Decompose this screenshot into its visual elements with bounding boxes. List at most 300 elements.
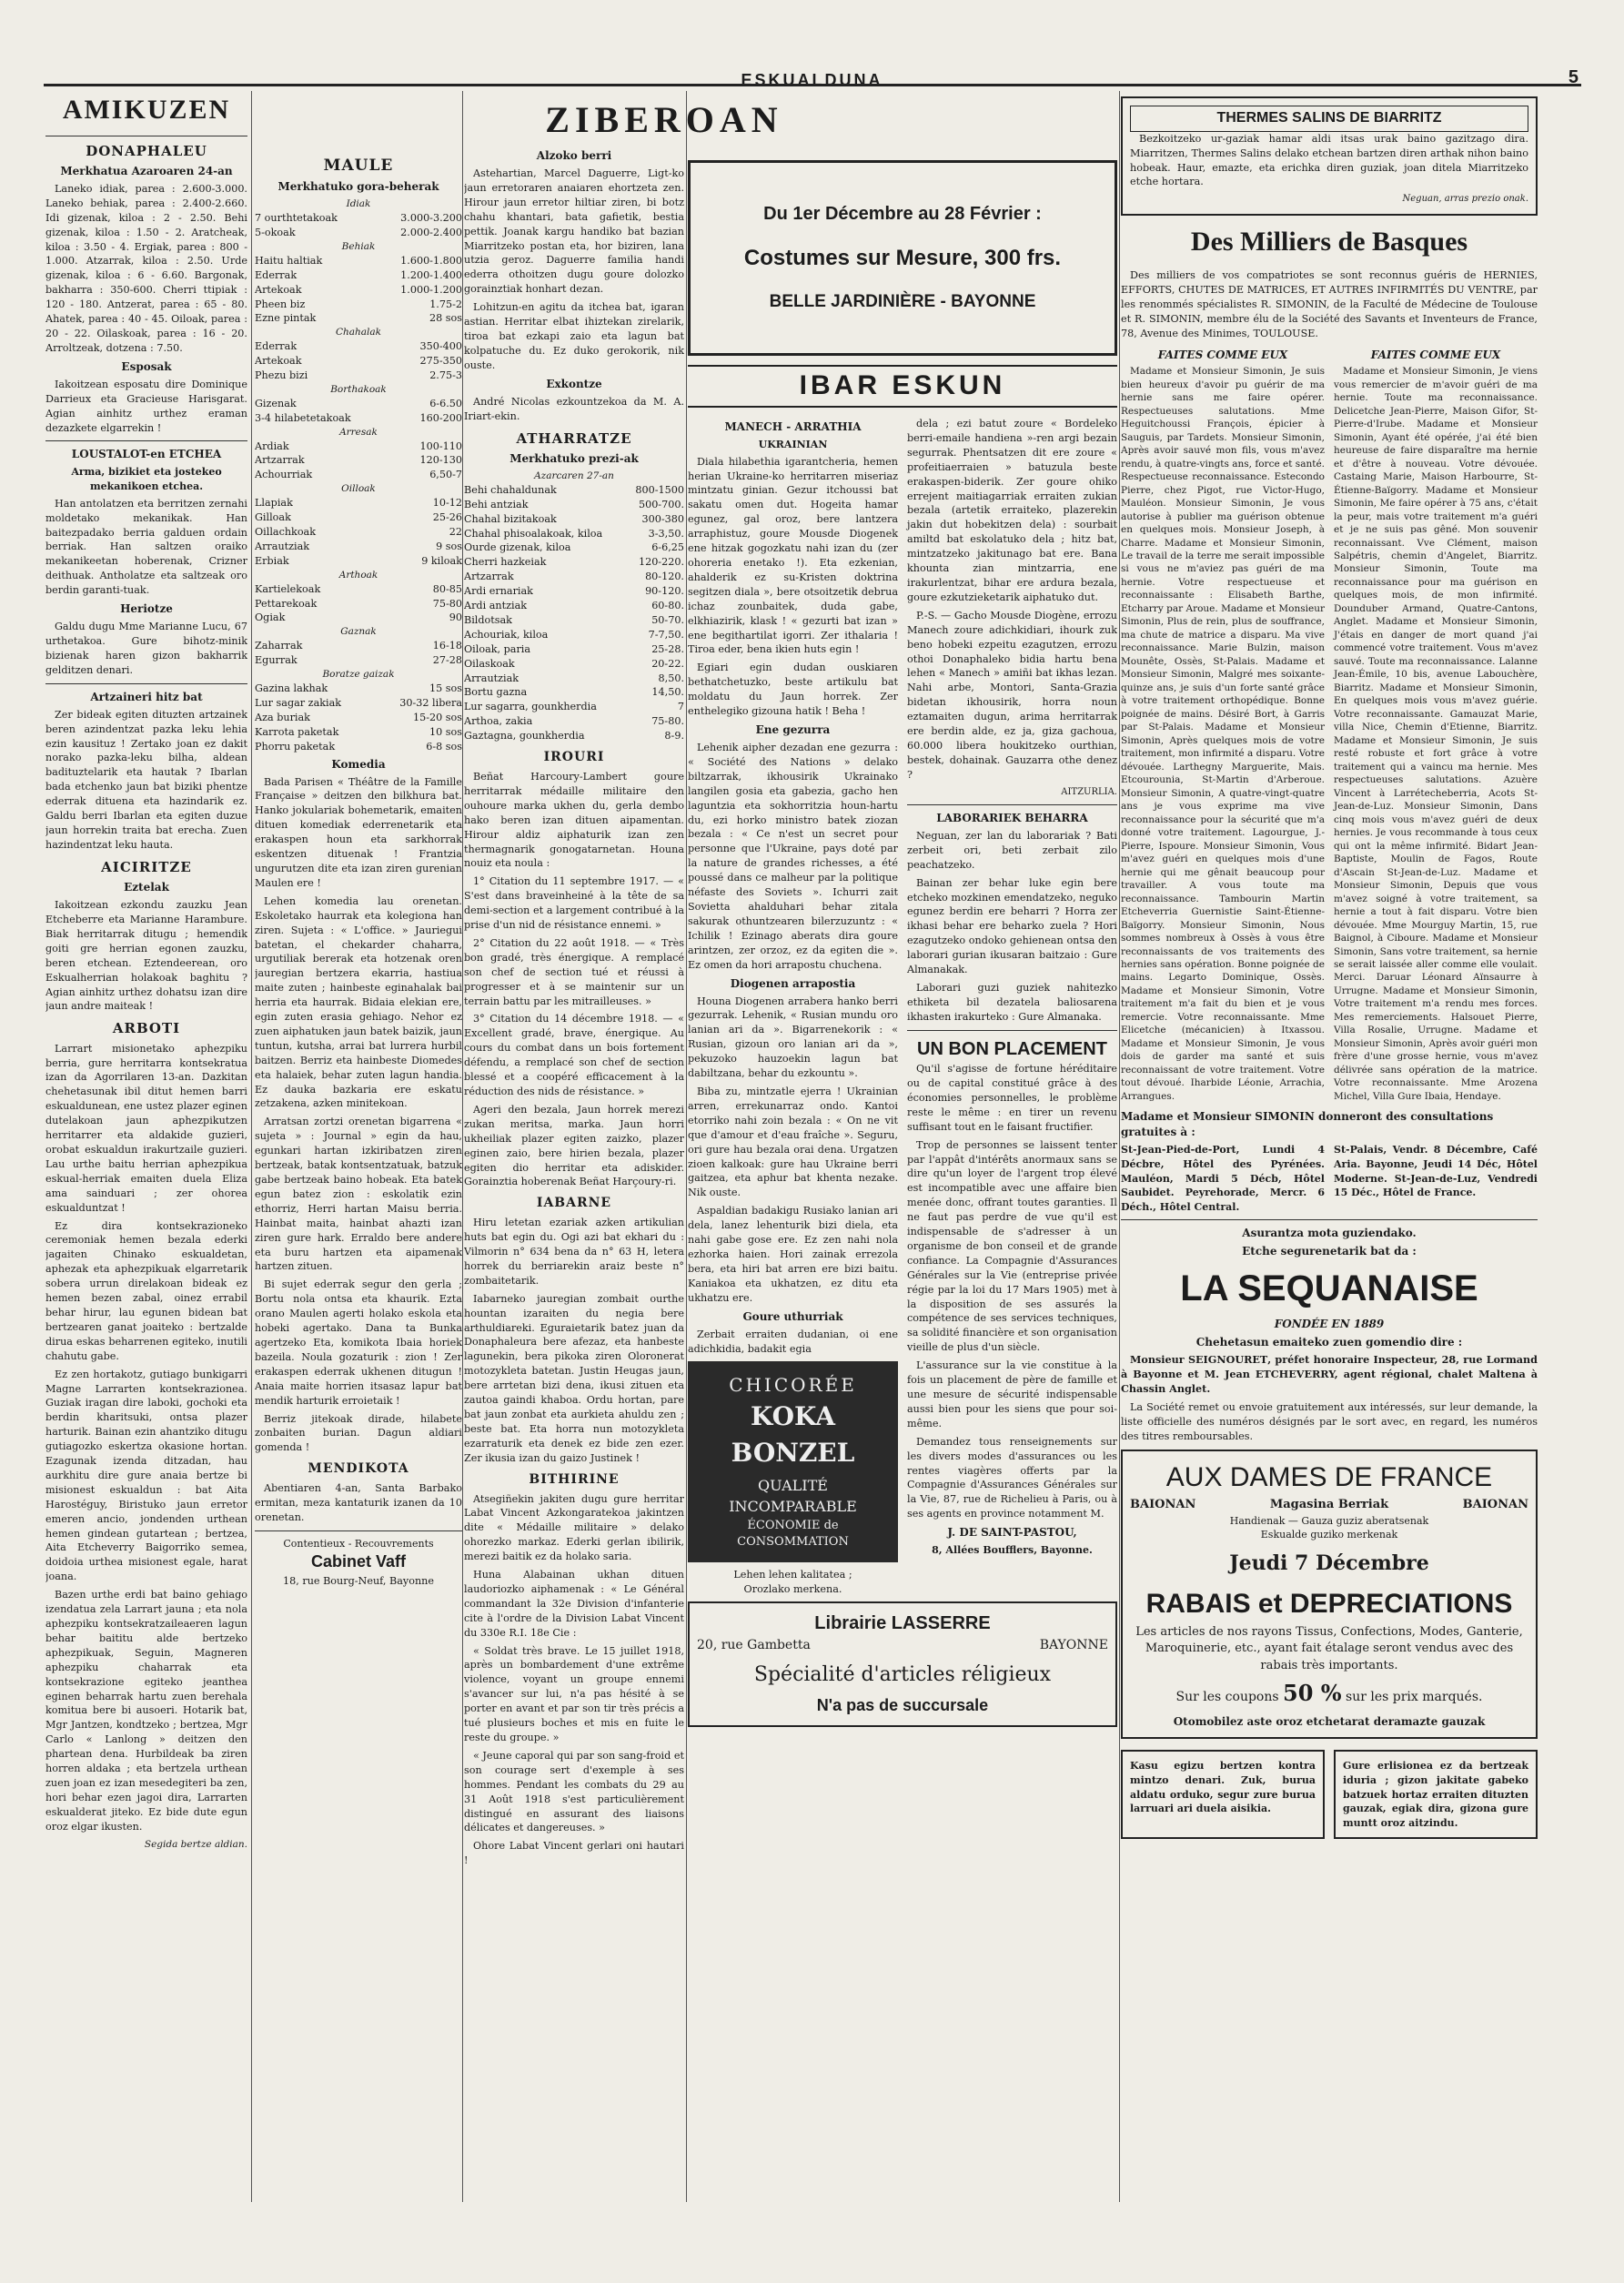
price-row (255, 311, 462, 326)
price-value: 800-1500 (635, 483, 684, 496)
price-value: 7-7,50. (648, 628, 684, 641)
price-value: 6,50-7 (429, 469, 462, 481)
price-item: Ardiak (255, 439, 289, 452)
price-row (255, 597, 462, 611)
subheading: FAITES COMME EUX (1157, 348, 1288, 361)
column-divider (462, 91, 463, 2202)
ibar-left (688, 417, 898, 1596)
price-item: Oilaskoak (464, 657, 515, 670)
price-value: 25-26 (432, 511, 462, 524)
price-list (255, 439, 462, 483)
price-item: Ardi ernariak (464, 585, 533, 598)
ad-name: Cabinet Vaff (310, 1552, 407, 1571)
price-value: 2.000-2.400 (400, 226, 462, 238)
shop-heading: LOUSTALOT-en ETCHEA (71, 448, 222, 461)
price-row (255, 298, 462, 312)
ad-text: Bezkoitzeko ur-gaziak hamar aldi itsas urak baino gazitzago dira. Miarritzen, Thermes Salins delako etchean bartzen diren arthak nihon baino hobeak. Haur, emazte, eta erichka diren guziak, joan ditela Miarritzeko etche hortara. (1130, 132, 1528, 188)
article-text: Aspaldian badakigu Rusiako lanian ari dela, lanez lehenturik bizi diela, eta nahi gabe gose ere. Ez zen nahi nola ezhorka haien. Hori zainak errezola bera, eta hiri bat arren ere bizi baitu. Kaniakoa eta ukhatzen, ez ditu eta ukhatzu ere. (688, 1205, 898, 1304)
ad-city: BAIONAN (1130, 1498, 1196, 1512)
subheading: Heriotze (120, 602, 173, 616)
column-ziberoan (464, 146, 684, 2202)
price-item: 3-4 hilabetetakoak (255, 411, 351, 424)
article-text: Biba zu, mintzatle ejerra ! Ukrainian arren, errekunarraz ondo. Kantoi etorriko nahi zoin bezala : « On ne vit que d'amour et d'eau fraîche ». Seguru, ori gure hau bezala orai dena. Urgatzen zioen kalkoak: gure hau Ukraine berri gaitzea, eta aphur bat khenta nezake. Nik ouste. (688, 1085, 898, 1199)
bottom-boxes (1121, 1744, 1538, 1844)
price-item: Gaztagna, gounkherdia (464, 730, 585, 742)
column-ibar-eskun (688, 155, 1117, 2202)
market-heading: Merkhatuko prezi-ak (509, 451, 639, 465)
ad-coupon (1130, 1678, 1528, 1709)
price-row (255, 339, 462, 354)
price-item: Egurrak (255, 654, 298, 667)
price-value: 75-80. (651, 715, 684, 728)
price-item: Phezu bizi (255, 369, 308, 382)
price-item: Haitu haltiak (255, 254, 323, 267)
price-row (255, 582, 462, 597)
ad-belle-jardiniere (688, 160, 1117, 356)
article-text: Lehen komedia lau orenetan. Eskoletako haurrak eta kolegiona han ziren. Sujeta : « L'office. » Jauriegui batetan, el chekarder chaharra, urgutiliak bererak eta hotzenak oren jauregian bertzera ekarria, hastiua maite zuten ; hainbeste eginahalak bai herria eta haurrak. Bidaia elekian ere, egin zuten erasia gehiago. Nehor ez zuen aiphatuken jaun batek baizik, jaun tuntun, kutsha, arrai bat lurrera hurbil baitzen. Berriz eta hainbeste Diomedes eta halaiek, behar zuten lagun handia. Ez dauka bazkaria ere eskatu zetzakena, azken minitekoan. (255, 894, 462, 1110)
article-text: Iakoitzean esposatu dire Dominique Darrieux eta Gracieuse Harisgarat. Agian ainhitz urthez eraman dezazkete elgarrekin ! (45, 378, 247, 434)
article-text: Laborari guzi guziek nahitezko ethiketa bil dezatela baliosarena ikhasten irakurteko : Gure Almanaka. (907, 981, 1117, 1023)
testimonial-text: Madame et Monsieur Simonin, Je suis bien heureux d'avoir pu guérir de ma hernie sans me faire opérer. Respectueuses salutations. Mme Heguitchoussi François, épicier à Sauguis, par Tardets. Monsieur Simonin, Après avoir sauvé mon fils, vous m'avez rendu, à quatre-vingts ans, force et santé. Respectueuse reconnaissance. Estecondo Pierre, chez Pigot, rue Victor-Hugo, Mauléon. Monsieur Simonin, Je vous autorise à publier ma guérison obtenue en quelques mois. Monsieur Joseph, à Charre. Madame et Monsieur Simonin, Le travail de la terre me serait impossible si vous ne m'aviez pas guéri de ma hernie. Votre respectueuse et reconnaissante : Elisabeth Barthe, Etcharry par Aroue. Madame et Monsieur Simonin, Plus de rein, plus de souffrance, ma chute de matrice a disparu. Ma vive reconnaissance. Marie Bulzin, maison Mounête, Ossès, St-Palais. Madame et Monsieur Simonin, Malgré mes soixante-quinze ans, je suis d'un forte santé grâce à votre traitement orthopédique. Bonne poignée de mains. Désiré Bort, à Garris par St-Palais. Madame et Monsieur Simonin, Après quelques mois de votre traitement, mon infirmité a disparu. Votre dévouée. Larthegny Marguerite, Mais. Etcourounia, St-Martin d'Arberoue. Monsieur Simonin, A quatre-vingt-quatre ans je vous exprime ma vive reconnaissance pour la sécurité que m'a donné votre traitement. Lagourgue, J.-Pierre, Ispoure. Monsieur Simonin, Vous m'avez guéri en quelques mois d'une hernie qui me gênait beaucoup pour travailler. A vous toute ma reconnaissance. Tambourin Martin Etcheverria Guernistie Saint-Étienne-Baïgorry. Monsieur Simonin, Nous sommes nombreux à Ossès à vous être reconnaissants de vos traitements des hernies sans opération. Bonne poignée de mains. Legarto Dominique, Ossès. Madame et Monsieur Simonin, Votre traitement m'a fait du bien et je vous remercie. Votre reconnaissante. Mme Elicetche (mécanicien) à Itxassou. Madame et Monsieur Simonin, Je vous dois de garder ma santé et suis reconnaissant de votre traitement. Votre tout dévoué. Iharbide Léonie, Arrachia, Arrangues. (1121, 366, 1325, 1102)
price-row (464, 700, 684, 714)
ad-address: 20, rue Gambetta (697, 1637, 811, 1652)
citation-text: « Soldat très brave. Le 15 juillet 1918, après un bombardement d'une extrême violence, voyant un groupe ennemi s'avancer sur lui, n'a pas hésité à se porter en avant et par son tir très précis a tué plusieurs boches et mis en fuite le reste du groupe. » (464, 1644, 684, 1744)
price-item: Arrautziak (255, 540, 310, 552)
citation-text: 1° Citation du 11 septembre 1917. — « S'est dans braveinheiné à la tête de sa demi-section et a largement contribué à la prise d'un nid de résistance ennemi. » (464, 875, 684, 932)
subheading: Alzoko berri (536, 149, 612, 162)
price-value: 22 (449, 526, 462, 538)
ad-heading: LA SEQUANAISE (1180, 1268, 1478, 1308)
article-text: Ez zen hortakotz, gutiago bunkigarri Magne Larrarten kontsekrazionea. Guziak iragan dire laboki, gochoki eta berdin kharitsuki, ontsa plazer harturik. Bainan ezin ahantziko ditugu gutiagozko eskertza okasione hortan. Ezagunak izenda ditzadan, hau aurkhitu dire gure anaia bertze bi misionest eskualdun : bat Aita Harostéguy, Biristuko jaun erretor emeren ancio, jondenden urthean hemen gindean gutartean ; bertzea, Aita Etcheverry Baigorriko semea, doidoia urthea misionest egale, harat joana. (45, 1368, 247, 1583)
price-value: 28 sos (429, 312, 462, 325)
price-value: 9 kiloak (421, 554, 462, 567)
ad-line: Sur les coupons (1175, 1690, 1279, 1705)
testimonials (1121, 345, 1538, 1107)
price-item: Ardi antziak (464, 600, 528, 612)
price-row (464, 599, 684, 613)
price-value: 9 sos (436, 540, 462, 552)
price-value: 27-28 (432, 654, 462, 667)
column-ads (1121, 91, 1538, 2202)
price-row (464, 685, 684, 700)
article-text: Huna Alabainan ukhan dituen laudoriozko aiphamenak : « Le Général commandant la 32e Division d'infanterie cite à l'ordre de la Division Labat Vincent du 330e R.I. 18e Cie : (464, 1569, 684, 1639)
price-row (255, 740, 462, 754)
article-text: Iakoitzean ezkondu zauzku Jean Etcheberre eta Marianne Harambure. Biak herritarrak ditugu ; hemendik goiti gre herrian egonen zauzku, beren etchean. Eztendeerean, oro Eskualherrian holakoak baghitu ? Agian ainhitz urthez dohatsu izan dire jaun andre maiteak ! (45, 899, 247, 1013)
subheading: Exkontze (546, 377, 602, 390)
price-list (255, 496, 462, 569)
ad-city: BAYONNE (1039, 1637, 1108, 1652)
ad-line: KOKA BONZEL (731, 1400, 855, 1468)
price-list (255, 397, 462, 426)
category-label: Boratze gaizak (322, 669, 395, 681)
article-text: Ez dira kontsekrazioneko ceremoniak hemen bezala ederki jagaiten Chinako eskualdetan, aphezak eta aphezpikuak elgarretarik sobera urrun direlakoan bideak ez hemen bezen zabal, oinez errabil behar hirur, lau egunen bidean bat bertzearen ganat joaiteko : bertzalde dirua eskas beharrenen egiteko, inutili chahutu gabe. (45, 1219, 247, 1362)
price-list (255, 582, 462, 626)
ad-address-row (697, 1637, 1108, 1655)
category-label: Idiak (346, 198, 371, 210)
price-row (255, 254, 462, 268)
price-row (255, 369, 462, 383)
price-value: 90 (449, 611, 462, 624)
ibar-right (907, 417, 1117, 1596)
price-item: Gizenak (255, 397, 297, 409)
price-item: Chahal phisoalakoak, kiloa (464, 527, 603, 540)
column-divider (251, 91, 252, 2202)
testimonials-left (1121, 345, 1325, 1107)
article-text: Qu'il s'agisse de fortune héréditaire ou de capital constitué grâce à des économies personnelles, le problème reste le même : en tirer un revenu suffisant tout en le faisant fructifier. (907, 1063, 1117, 1133)
article-text: Zer bideak egiten dituzten artzainek beren azindentzat pazka leku lehia ezin kausituz ! Zertako joan ez dakit norako pazka-leku bilha, aldean badituztelarik eta hautak ? Ibarlan bada etchenko jaun bat biziki phentze ederrak dituena eta hazindarik ez. Galdu berri Ibarlan eta egiten duzue jaun horrekin traita bat erecha. Zuen hazindentzat leku hauta. (45, 708, 247, 851)
price-row (255, 554, 462, 569)
price-item: Gilloak (255, 511, 291, 524)
price-row (255, 696, 462, 711)
price-row (255, 283, 462, 298)
price-list (255, 682, 462, 754)
price-list (255, 339, 462, 383)
ad-percent: 50 % (1283, 1680, 1342, 1707)
article-text: L'assurance sur la vie constitue à la fois un placement de père de famille et une mesure de sécurité indispensable aussi bien pour les siens que pour soi-même. (907, 1359, 1117, 1429)
ad-thermes (1121, 96, 1538, 216)
article-text: Ageri den bezala, Jaun horrek merezi zukan meritsa, marka. Jaun horri ukheiliak plazer egiten zaizko, plazer eginen zaio, bere hirien bezala, plazer egiten dio herritar eta adiskider. Gorainztia hoberenak Beñat Harçoury-ri. (464, 1103, 684, 1188)
ad-city: BAIONAN (1462, 1498, 1528, 1512)
divider (1121, 1219, 1538, 1220)
price-row (255, 653, 462, 668)
price-row (464, 555, 684, 570)
section-title: IBAR ESKUN (688, 365, 1117, 408)
category-label: Gaznak (340, 626, 377, 638)
article-text: Bi sujet ederrak segur den gerla ; Bortu nola ontsa eta khaurik. Ezta orano Maulen agerti holako eskola eta hobeki agertako. Dana ta Bunka agertzeko Eta, komikota Ibaia horiek bazeila. Noula gozaturik : zion ! Zer erakaspen ederrak ukhenen ditugun ! Anaia maite horrien itsasaz lapur bat mendik harturik erroietaik ! (255, 1278, 462, 1407)
price-list (464, 483, 684, 743)
price-item: Ourde gizenak, kiloa (464, 541, 571, 554)
price-row (255, 453, 462, 468)
price-row (255, 354, 462, 369)
town-heading: IABARNE (536, 1196, 612, 1211)
ad-line: Costumes sur Mesure, 300 frs. (743, 246, 1062, 271)
town-heading: AICIRITZE (101, 858, 192, 875)
ad-line: Du 1er Décembre au 28 Février : (763, 204, 1042, 224)
divider (907, 1030, 1117, 1031)
price-row (255, 525, 462, 540)
price-item: Bildotsak (464, 613, 512, 626)
article-text: Houna Diogenen arrabera hanko berri gezurrak. Lehenik, « Rusian mundu oro lanian ari da ». Bigarrenekorik : « Rusian, gizoun oro lanian ari da », pekuzoko hauzoekin lagun bat dabiltzana, behar du ezkountu ». (688, 995, 898, 1080)
divider (907, 804, 1117, 805)
price-row (464, 672, 684, 686)
ad-note: Neguan, arras prezio onak. (1402, 194, 1528, 205)
category-label: Chahalak (335, 327, 382, 338)
article-text: Abentiaren 4-an, Santa Barbako ermitan, meza kantaturik izanen da 10 orenetan. (255, 1482, 462, 1523)
page-number: 5 (1568, 67, 1579, 87)
market-prices: Laneko idiak, parea : 2.600-3.000. Laneko behiak, parea : 2.400-2.660. Idi gizenak, kiloa : 2 - 2.50. Behi gizenak, kiloa : 1.50 - 2. Aratcheak, kiloa : 3.50 - 4. Ergiak, parea : 800 - 1.000. Atzarrak, kiloa : 2.50. Urde gizenak, kiloa : 6 - 6.60. Bargonak, bakharra : 350-600. Cherri ttipiak : 120 - 180. Antzerat, parea : 65 - 80. Ahatek, parea : 40 - 45. Oiloak, parea : 20 - 22. Oilaskoak, parea : 16 - 20. Arroltzeak, dotzena : 7.50. (45, 182, 247, 354)
testimonial-text: Madame et Monsieur Simonin, Je viens vous remercier de m'avoir guéri de ma hernie. Toute ma reconnaissance. Delicetche Jean-Pierre, Maison Gifor, St-Pierre-d'Irube. Madame et Monsieur Simonin, Ayant été opérée, j'ai été bien heureuse de faire disparaître ma hernie et d'être à nouveau. Votre dévouée. Castaing Marie, Maison Harbourre, St-Étienne-Baïgorry. Madame et Monsieur Simonin, Me faire opérer à 75 ans, c'était la peur, mais votre traitement m'a guéri et je ne suis pas gêné. Mon souvenir reconnaissant. Vve Clément, maison Salpétris, chemin d'Angelet, Biarritz. Monsieur Simonin, Toute ma reconnaissance pour ma guérison en quelques mois, de mon infirmité. Dounduber Armand, Quatre-Cantons, Anglet. Madame et Monsieur Simonin, J'étais en danger de mort quand j'ai commencé votre traitement. Vous m'avez sauvé. Toute ma reconnaissance. Lalanne Jean-Émile, 10 bis, avenue Labouchère, Biarritz. Madame et Monsieur Simonin, En quelques mois vous m'avez guérie. Votre reconnaissante. Gamauzat Marie, villa Nice, Chemin d'Etienne, Biarritz. Madame et Monsieur Simonin, Je suis resté robuste et fort grâce à votre traitement qui a vaincu ma hernie. Mes respectueuses salutations. Azuère Vincent à Larrétecheberria, Acots St-Jean-de-Luz. Monsieur Simonin, Dans cinq mois vous m'avez guéri de deux hernies. Je vous recommande à tous ceux qui ont la même infirmité. Bidart Jean-Baptiste, Moulin de Fagos, Route d'Ascain St-Jean-de-Luz. Madame et Monsieur Simonin, Depuis que vous m'avez soigné à votre traitement, sa hernie a tout à fait disparu. Votre bien dévouée. Mme Mourguy Martin, 15, rue Baignol, à Ciboure. Madame et Monsieur Simonin, Sans votre traitement, sa hernie se serait laissée aller comme elle voulait. Merci. Daruar Léonard Aïnsaurre à Urrugne. Madame et Monsieur Simonin, Votre traitement m'a rendu mes forces. Mes remerciements. Halsouet Pierre, Villa Rosalie, Urrugne. Madame et Monsieur Simonin, Après avoir guéri mon frère d'une grosse hernie, vous m'avez délivrée sans opération de la matrice. Votre reconnaissante. Mme Arozena Michel, Villa Gure Ibaia, Hendaye. (1334, 366, 1538, 1102)
price-row (255, 468, 462, 482)
category-label: Borthakoak (330, 383, 387, 395)
price-row (255, 397, 462, 411)
article-text: Trop de personnes se laissent tenter par l'appât d'intérêts anormaux sans se dire qu'un loyer de l'argent trop élevé est incompatible avec une affaire bien menée donc, offrant toutes garanties. Il ne faut pas perdre de vue qu'il est indispensable de s'adresser à un organisme de bon conseil et de grande confiance. La Compagnie d'Assurances Générales sur la Vie (entreprise privée régie par la loi du 17 Mars 1905) met à la disposition de ses assurés la compétence de ses services techniques, sa solidité financière et son organisation vieille de plus d'un siècle. (907, 1138, 1117, 1354)
newspaper-name: ESKUALDUNA (741, 71, 883, 89)
price-value: 6-8 sos (426, 740, 462, 753)
price-item: Llapiak (255, 497, 293, 510)
price-value: 75-80 (432, 597, 462, 610)
price-item: Ederrak (255, 340, 298, 353)
price-item: Erbiak (255, 554, 289, 567)
price-item: Behi antziak (464, 498, 529, 510)
price-row (255, 268, 462, 283)
price-value: 120-130 (419, 454, 462, 467)
shop-text: Han antolatzen eta berritzen zernahi moldetako mekanikak. Han baitezpadako berria galduen ordain berriak. Han saltzen oraiko mekanikeetan hoberenak, Crizner deithuak. Antholatze eta saltzeak oro berdin garanti-tuak. (45, 497, 247, 597)
divider (45, 683, 247, 684)
price-value: 90-120. (645, 585, 684, 598)
ad-row (1130, 1497, 1528, 1513)
ibar-eskun-body (688, 417, 1117, 1596)
testimonials-right (1334, 345, 1538, 1107)
price-item: Ogiak (255, 611, 286, 624)
price-item: Gazina lakhak (255, 682, 328, 694)
town-heading: MENDIKOTA (308, 1461, 409, 1477)
ad-text: La Société remet ou envoie gratuitement aux intéressés, sur leur demande, la liste officielle des numéros désignés par le sort avec, en regard, les numéros des titres remboursables. (1121, 1401, 1538, 1442)
article-text: dela ; ezi batut zoure « Bordeleko berri-emaile handiena »-ren argi bezain segurrak. Phentsatzen dit ere zoure « profeitiaerraien » batuzula beste erakaspen-biderik. Zer goure ohiko errejent maitiagarriak erraiten zukian bezala (artetik erraiteko, plazerekin jakin dut hobekitzen dela) : sourbait amiltd bat eskolatuko dela ; hitz bat, mintzatzeko jakitunago bat ere. Bana khounta zian mintzarria, ene irakurlentzat, bihar ere ardura bezala, goure ezkutzieketarik aiphatuko dut. (907, 418, 1117, 603)
town-heading: BITHIRINE (529, 1471, 620, 1487)
price-value: 14,50. (651, 686, 684, 699)
price-value: 300-380 (641, 512, 684, 525)
price-value: 80-85 (432, 582, 462, 595)
price-item: Aza buriak (255, 711, 310, 723)
consult-right: St-Palais, Vendr. 8 Décembre, Café Aria. Bayonne, Jeudi 14 Déc, Hôtel Moderne. St-Jean-de-Luz, Vendredi 15 Déc., Hôtel de France. (1334, 1144, 1538, 1199)
price-item: Arthoa, zakia (464, 715, 533, 728)
ad-line: Chehetasun emaiteko zuen gomendio dire : (1195, 1336, 1463, 1349)
ad-line: ÉCONOMIE de CONSOMMATION (737, 1518, 849, 1550)
article-text: Arratsan zortzi orenetan bigarrena « sujeta » : Journal » egin da hau, egunkari hartan izkiribatzen ziren bertzeak, batak kontsentzatuak, batzuk gabe bertzeak baino hobeak. Eta batek egun batez zion : eskolatik ezin ethorriz, Herri hartan Maisu berria. Hainbat maita, hainbat ahazti izan ziren gure hark. Erraldo bere andere eta buru hartzen eta aipamenak hartzen zituen. (255, 1116, 462, 1273)
column-divider (1119, 91, 1120, 2202)
price-value: 1.75-2 (429, 298, 462, 310)
market-heading: Merkhatuko gora-beherak (277, 180, 439, 194)
price-row (255, 411, 462, 426)
price-item: Bortu gazna (464, 686, 528, 699)
subheading: MANECH - ARRATHIA (724, 420, 862, 434)
town-heading: IROURI (543, 750, 605, 765)
price-row (464, 512, 684, 527)
category-label: Behiak (341, 240, 376, 252)
price-row (255, 639, 462, 653)
subheading: Ene gezurra (755, 722, 831, 736)
article-text: Egiari egin dudan ouskiaren bethatchetuzko, beste artikulu bat moldatu du Jaun horrek. Zer enthelegiko gizouna hatik ! Beha ! (688, 662, 898, 718)
article-text: Lohitzun-en agitu da itchea bat, igaran astian. Herritar elbat ihiztekan zirelarik, tiroa bat ezkapi zaio eta lagun bat kolpatuche du. Ez duko gerokorik, nik ouste. (464, 301, 684, 371)
section-title: ZIBEROAN (545, 99, 783, 140)
subheading: UKRAINIAN (758, 439, 828, 451)
price-item: Pheen biz (255, 298, 306, 310)
price-row (464, 498, 684, 512)
column-maule (255, 91, 462, 2202)
price-item: Artzarrak (464, 571, 514, 583)
article-text: Diala hilabethia igarantcheria, hemen herian Ukraine-ko herritarren miseriaz mintzatu ginian. Gezur itchoussi bat sakatu omen dut. Hogeita hamar egunez, gal oroz, bere lantzera arraphistuz, goure Mousde Diogenek ene hitzak gogozkatu nahi izan du (zer ohoreria enetako !). Eta ezkenian, ahalderik ez su-Kristen doktrina segitzen diala », bere otsoitzetik debrua ichaz zounbaitek, duda gabe, elkhiazirik, klask ! « gezurti bat izan » ene begithartilat igorri. Zer ithalaria ! Tiroa eder, bena ikien huts egin ! (688, 455, 898, 656)
price-row (255, 439, 462, 454)
price-item: Cherri hazkeiak (464, 556, 547, 569)
ad-line: QUALITÉ INCOMPARABLE (729, 1477, 857, 1516)
price-value: 10 sos (429, 725, 462, 738)
bottom-box: Gure erlisionea ez da bertzeak iduria ; gizon jakitate gabeko batzuek hortaz erraiten dituzten gauzak, egiak dira, gizona gure muntt oroz aitzindu. (1334, 1750, 1538, 1839)
ad-line: Librairie LASSERRE (814, 1613, 991, 1634)
price-item: Artzarrak (255, 454, 305, 467)
ad-line: Eskualde guziko merkenak (1260, 1529, 1398, 1541)
article-text: Astehartian, Marcel Daguerre, Ligt-ko jaun erretoraren anaiaren ehortzeta zen. Hirour jaun erretor hiltiar ziren, bi botz chahu khantari, bata gafietik, bestia pettik. Joanak kargu handiko bat bazian Miarritzeko postan eta, hor biziren, lana utzia geroz. Daguerre familia handi ederra othoitzen dugu goure dolozko gorainztiak honhart dezan. (464, 167, 684, 296)
subheading: LABORARIEK BEHARRA (936, 811, 1088, 824)
price-value: 275-350 (419, 355, 462, 368)
price-list (255, 639, 462, 668)
subheading: Artzaineri hitz bat (90, 690, 203, 703)
ad-heading: Contentieux - Recouvrements (283, 1537, 434, 1550)
price-row (255, 226, 462, 240)
price-value: 1.000-1.200 (400, 283, 462, 296)
subheading: Eztelak (124, 881, 169, 894)
category-label: Oilloak (341, 483, 376, 495)
price-row (255, 725, 462, 740)
article-text: Hiru letetan ezariak azken artikulian huts bat egin du. Ogi azi bat ekhari du : Vilmorin n° 634 bena da n° 63 H, letera horrek du berriarekin araiz beste n° zombaitetarik. (464, 1217, 684, 1287)
article-text: Larrart misionetako aphezpiku berria, gure herritarra kontsekratua izan da Agorrilaren 13-an. Dazkitan chehetasunak ibil ditut hemen barri eskualdunean, ene ustez plazer eginen dutelakoan jaun aphezpikutzen herritarrer eta aldakide guzieri, orobat eskualdun irakurtzaile guzieri. Lau urthe baitu herrian aphezpikua eskual-herriak emaiten duela Eliza ama sainduari ; zer ohorea eskualduntzat ! (45, 1042, 247, 1214)
agent-address: 8, Allées Boufflers, Bayonne. (932, 1544, 1093, 1557)
consultations-list (1121, 1143, 1538, 1214)
ad-text: Les articles de nos rayons Tissus, Confections, Modes, Ganterie, Maroquinerie, etc., ayant fait étalage seront vendus avec des rabais très importants. (1135, 1624, 1523, 1672)
article-text: Lehenik aipher dezadan ene gezurra : « Société des Nations » delako biltzarrak, ikhousirik Ukrainako langilen gosia eta gabezia, gacho hen laguntzia eta sokhorritzia houn-hartu du, ezi horko ministro batek ziozan bezala : « Ce n'est un secret pour personne que l'Ukraine, pays doté par la nature de grandes richesses, a été poussé dans ce malheur par la politique néfaste des Soviets ». Ichurri zait Sovietta ahalduhari behar zitala sakurak othuntzearen bilerzuzuntz : « Ichilik ! Ezinago aberats dira goure arintzen, zer orzoz, ez da egiten die ». Ez omen da hori arrapostu chuchena. (688, 742, 898, 971)
price-item: Pettarekoak (255, 597, 318, 610)
price-value: 350-400 (419, 340, 462, 353)
ad-text: Des milliers de vos compatriotes se sont reconnus guéris de HERNIES, EFFORTS, CHUTES DE MATRICES, ET AUTRES INFIRMITÉS DU VENTRE, par les renommés spécialistes R. SIMONIN, de la Faculté de Médecine de Toulouse et R. SIMONIN, membre élu de la Société des Savants et Inventeurs de France, 78, Avenue des Minimes, TOULOUSE. (1121, 269, 1538, 339)
article-text: Bazen urthe erdi bat baino gehiago izendatua zela Larrart jauna ; eta nola aphezpiku kontsekratzaileaeren lagun behar baititu alde bertzeko aphezpikuak, Seguin, Magneren aphezpiku chaharrak eta kontsekrazione egiteko jeanthea eginen beharrak hartu zuen berehala komitua bere bi ausoeri. Hotarik bat, Mgr Jantzen, kondtzeko ; bertzea, Mgr Carlo « Lanlong » deitzen den phartean dena. Hurbildeak ba ziren horren aldaka ; eta bertzela urthean zuen joan ez izan mesedegiteri ba zen, hori behar ezen jagoi dira, Larrarten eskualderat jiteko. Ez bide dute egun oroz elgar ikusten. (45, 1589, 247, 1833)
price-value: 8,50. (658, 672, 684, 684)
price-row (464, 657, 684, 672)
price-row (464, 584, 684, 599)
category-label: Arresak (339, 426, 378, 438)
ad-librairie-lasserre (688, 1601, 1117, 1726)
price-row (255, 682, 462, 696)
price-list (255, 254, 462, 327)
town-heading: ARBOTI (112, 1020, 181, 1037)
price-value: 15-20 sos (412, 711, 462, 723)
subheading: Goure uthurriak (742, 1309, 843, 1323)
price-value: 25-28. (651, 642, 684, 655)
price-list (255, 211, 462, 240)
ad-line: Etche segurenetarik bat da : (1242, 1245, 1417, 1258)
ad-text: Monsieur SEIGNOUREТ, préfet honoraire Inspecteur, 28, rue Lormand à Bayonne et M. Jean ETCHEVERRY, agent régional, chalet Maltena à Chassin Anglet. (1121, 1353, 1538, 1396)
price-item: Kartielekoak (255, 582, 321, 595)
article-text: Ohore Labat Vincent gerlari oni hautari ! (464, 1840, 684, 1867)
consult-left: St-Jean-Pied-de-Port, Lundi 4 Décbre, Hôtel des Pyrénées. Mauléon, Mardi 5 Décb, Hôtel Saubidet. Peyrehorade, Mercr. 6 Déch., Hôtel Central. (1121, 1144, 1325, 1213)
price-value: 50-70. (651, 613, 684, 626)
market-heading: Merkhatua Azaroaren 24-an (60, 164, 233, 177)
ad-heading: RABAIS et DEPRECIATIONS (1145, 1589, 1513, 1620)
price-value: 1.200-1.400 (400, 268, 462, 281)
price-value: 60-80. (651, 600, 684, 612)
subheading: Komedia (331, 757, 386, 771)
article-text: Beñat Harcoury-Lambert goure herritarrak médaille militaire den ouhoure marka ukhen du, gerla dembo hako beren izan dituen aipamentan. Hirour aldiz aiphaturik izan zen thermagnarik gonogatarnetan. Houna nouiz eta noula : (464, 770, 684, 870)
price-item: Artekoak (255, 283, 302, 296)
price-value: 2.75-3 (429, 369, 462, 382)
price-value: 120-220. (638, 556, 684, 569)
ad-date: Jeudi 7 Décembre (1229, 1551, 1429, 1576)
price-value: 20-22. (651, 657, 684, 670)
price-value: 100-110 (419, 439, 462, 452)
ad-dames-de-france (1121, 1450, 1538, 1740)
ad-line: N'a pas de succursale (816, 1695, 989, 1714)
price-item: Achouriak, kiloa (464, 628, 549, 641)
town-heading: MAULE (323, 157, 394, 175)
price-item: Phorru paketak (255, 740, 336, 753)
price-value: 3.000-3.200 (400, 212, 462, 225)
price-value: 8-9. (664, 730, 684, 742)
article-text: P.-S. — Gacho Mousde Diogène, errozu Manech zoure adichkidiari, ihourk zuk beno hobeki ezpeitu ezagutzen, errozu othoi Donaphaleko bidia hartu bena lehen « Manech » amiñi bat ikhas lezan. Nahi arbe, Montori, Santa-Grazia bidetan ikhousirik, horra noun eztamaiten dugun, arima herritarrak ere berdin alde, ez ja, giza gachoua, 60.000 libera houkitzeko ourthian, bestek, dohainak. Gauzarra othe denez ? (907, 609, 1117, 781)
article-text: Zerbait erraiten dudanian, oi ene adichkidia, badakit egia (688, 1328, 898, 1355)
price-row (464, 570, 684, 584)
price-item: Artekoak (255, 355, 302, 368)
subheading: Esposak (121, 359, 172, 373)
signature: AITZURLIA. (1061, 786, 1117, 797)
market-date: Azarcaren 27-an (534, 470, 614, 481)
price-value: 80-120. (645, 571, 684, 583)
citation-text: 3° Citation du 14 décembre 1918. — « Excellent gradé, brave, énergique. Au cours du combat dans un bois fortement défendu, a remplacé son chef de section blessé et a coopéré efficacement à la réduction des nids de résistance. » (464, 1013, 684, 1098)
price-value: 500-700. (638, 498, 684, 510)
price-value: 30-32 libera (399, 696, 462, 709)
price-item: Chahal bizitakoak (464, 512, 557, 525)
price-value: 7 (677, 701, 684, 713)
ad-line: Spécialité d'articles réligieux (753, 1662, 1052, 1686)
ad-heading: THERMES SALINS DE BIARRITZ (1130, 106, 1528, 132)
price-row (464, 729, 684, 743)
ad-heading: Des Milliers de Basques (1190, 226, 1468, 257)
ad-line: CHICORÉE (729, 1374, 857, 1397)
price-item: Karrota paketak (255, 725, 339, 738)
article-text: Bada Parisen « Théâtre de la Famille Française » deitzen den bilkhura bat. Hanko jokulariak bohemetarik, emaiten dituen komediak ederrenetarik eta erakaspen houn eta sarkhorrak eskentzen dituenak ! Frantzia ungurutzen dite eta izan ziren gurenian Maulen ere ! (255, 775, 462, 889)
article-text: Bainan zer behar luke egin bere etcheko mozkinen emendatzeko, neguko egunez berdin ere beharri ? Horra zer ikhasi behar ere beharko zuela ? Hori ezagutzeko ondoko gehienean ontsa den laborari gurian ikusaran baitzaio : Gure Almanakak. (907, 876, 1117, 976)
ad-line: sur les prix marqués. (1346, 1690, 1483, 1705)
price-row (255, 510, 462, 525)
price-item: Oillachkoak (255, 526, 317, 538)
ad-koka-bonzel (688, 1361, 898, 1561)
price-item: Ederrak (255, 268, 298, 281)
ad-line: Orozlako merkena. (743, 1582, 842, 1595)
price-item: Lur sagarra, gounkherdia (464, 701, 597, 713)
article-text: André Nicolas ezkountzekoa da M. A. Iriart-ekin. (464, 395, 684, 422)
consultations-heading: Madame et Monsieur SIMONIN donneront des consultations gratuites à : (1121, 1110, 1494, 1139)
ad-line: Asurantza mota guziendako. (1242, 1227, 1417, 1240)
price-item: Achourriak (255, 469, 313, 481)
price-item: Oiloak, paria (464, 642, 531, 655)
ad-line: Otomobilez aste oroz etchetarat deramazte gauzak (1173, 1715, 1486, 1729)
ad-address: 18, rue Bourg-Neuf, Bayonne (283, 1574, 434, 1587)
price-row (464, 527, 684, 541)
article-text: Galdu dugu Mme Marianne Lucu, 67 urthetakoa. Gure bihotz-minik bizienak haren gizon bakharrik gelditzen denari. (45, 621, 247, 676)
article-text: Demandez tous renseignements sur les divers modes d'assurances ou les rentes viagères offerts par la Compagnie d'Assurances Générales sur la Vie, 87, rue de Richelieu à Paris, ou à ses agents en province notamment M. (907, 1435, 1117, 1520)
ad-heading: AUX DAMES DE FRANCE (1165, 1461, 1493, 1492)
price-row (464, 483, 684, 498)
price-row (255, 540, 462, 554)
divider (45, 440, 247, 441)
price-item: Ezne pintak (255, 312, 317, 325)
ad-line: Magasina Berriak (1269, 1498, 1389, 1512)
price-row (255, 711, 462, 725)
price-row (255, 611, 462, 625)
shop-subheading: Arma, bizikiet eta jostekeo mekanikoen etchea. (71, 466, 222, 493)
placement-title: UN BON PLACEMENT (917, 1038, 1107, 1059)
subheading: FAITES COMME EUX (1370, 348, 1501, 361)
town-heading: DONAPHALEU (86, 142, 207, 159)
price-row (464, 628, 684, 642)
price-item: 7 ourthtetakoak (255, 212, 338, 225)
article-text: Iabarneko jauregian zombait ourthe hountan izaraiten du negia bere arthuldiareki. Eguraietarik batez juan da Donaphaleura bere afezaz, eta hanbeste lagunekin, bera pikoka ziren Oloronerat motozykleta batetan. Justin Heugas jaun, bere arrtetan bizi dena, ikusi zituen eta zautoa gaindi khaboa. Ordu hortan, pare bat jaun zonbat eta aurkieta ahuldu zen ; beste bat. Eta horra nun motozykleta ezarraturik eta denek ez bide zen ezer. Zer ikusia izan du gaizo Justinek ! (464, 1292, 684, 1464)
article-text: Neguan, zer lan du laborariak ? Bati zerbeit ori, beti zerbait zilo peachatzeko. (907, 829, 1117, 871)
price-row (464, 540, 684, 555)
header-rule (44, 84, 1581, 86)
price-item: Zaharrak (255, 640, 303, 652)
ad-subheading: FONDÉE EN 1889 (1274, 1318, 1385, 1331)
category-label: Arthoak (338, 569, 378, 581)
article-text: Atsegiñekin jakiten dugu gure herritar Labat Vincent Azkongaratekoa jakintzen dite « Médaille militaire » delako ohorezko markaz. Ederki gerlan ibilirik, merezi baitik ez da holako saria. (464, 1492, 684, 1563)
article-text: Berriz jitekoak dirade, hilabete zonbaiten burian. Dagun aldiari gomenda ! (255, 1412, 462, 1454)
